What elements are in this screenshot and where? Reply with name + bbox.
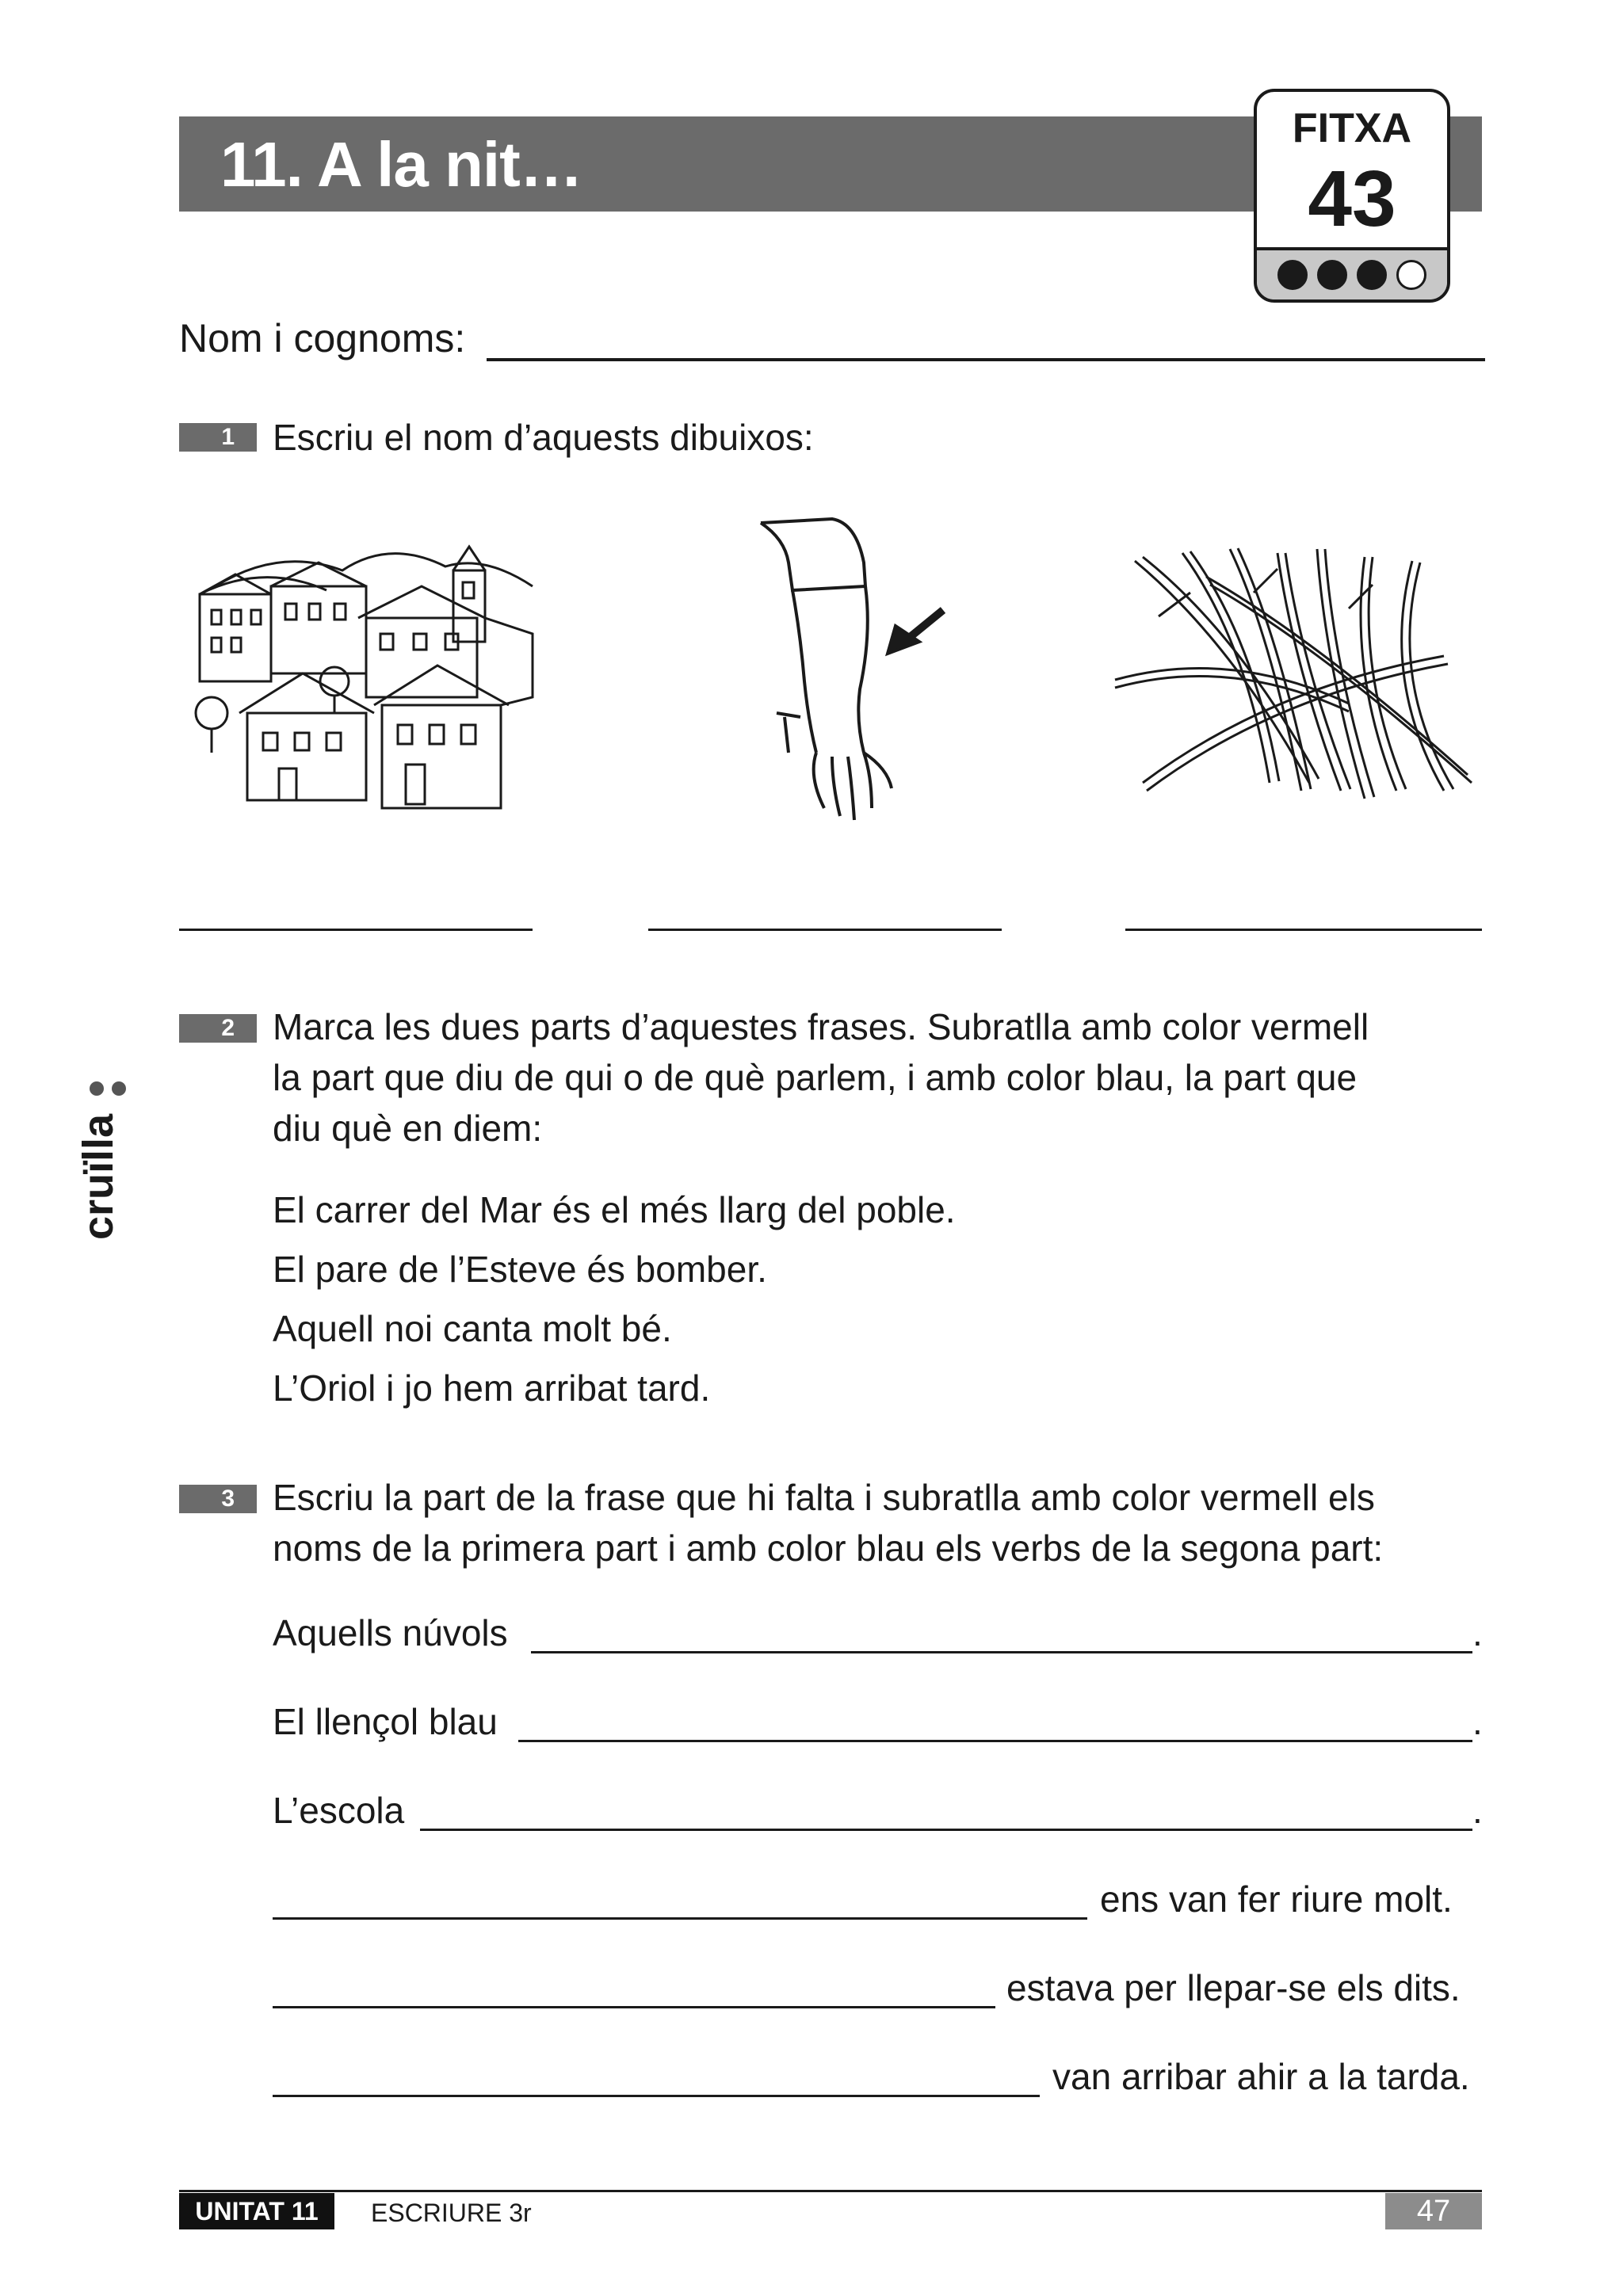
exercise-1-instruction: Escriu el nom d’aquests dibuixos:: [273, 417, 814, 458]
level-dot-empty: [1396, 260, 1426, 290]
exercise-number-3: 3: [179, 1485, 257, 1513]
village-drawing: [184, 531, 556, 824]
fill-end-dot: .: [1472, 1701, 1483, 1742]
fill-line-4[interactable]: [273, 1917, 1087, 1920]
exercise-2-instruction-line-1: Marca les dues parts d’aquestes frases. Subratlla amb color vermell: [273, 1006, 1369, 1047]
fill-end-dot: .: [1472, 1790, 1483, 1831]
difficulty-level: [1257, 247, 1447, 299]
branches-drawing: [1111, 545, 1476, 807]
level-dot-filled: [1317, 260, 1347, 290]
exercise-3-instruction-line-1: Escriu la part de la frase que hi falta i subratlla amb color vermell els: [273, 1477, 1375, 1518]
fitxa-label: FITXA: [1292, 105, 1412, 151]
publisher-logo-text: cruïlla: [74, 1113, 122, 1240]
exercise-2-instruction-line-2: la part que diu de qui o de què parlem, i amb color blau, la part que: [273, 1057, 1358, 1098]
fill-end-dot: .: [1472, 1612, 1483, 1653]
name-input-line[interactable]: [487, 358, 1485, 361]
fill-end-3: van arribar ahir a la tarda.: [1052, 2056, 1470, 2097]
exercise-2-instruction-line-3: diu què en diem:: [273, 1108, 543, 1149]
fill-end-1: ens van fer riure molt.: [1100, 1878, 1453, 1920]
exercise-number-1: 1: [179, 423, 257, 452]
fill-line-6[interactable]: [273, 2095, 1040, 2097]
answer-line-2[interactable]: [648, 929, 1002, 931]
fitxa-number: 43: [1308, 154, 1396, 243]
exercise-number-2: 2: [179, 1014, 257, 1043]
sentence-4: L’Oriol i jo hem arribat tard.: [273, 1367, 711, 1409]
page-title: 11. A la nit…: [220, 129, 582, 200]
fill-line-5[interactable]: [273, 2006, 995, 2008]
sentence-1: El carrer del Mar és el més llarg del poble.: [273, 1189, 956, 1230]
fill-line-1[interactable]: [531, 1651, 1472, 1653]
unit-label: UNITAT 11: [179, 2193, 334, 2229]
fill-start-1: Aquells núvols: [273, 1612, 508, 1653]
fitxa-badge: [1254, 89, 1450, 303]
fill-start-3: L’escola: [273, 1790, 405, 1831]
answer-line-3[interactable]: [1125, 929, 1482, 931]
sentence-3: Aquell noi canta molt bé.: [273, 1308, 672, 1349]
footer-rule: [179, 2190, 1482, 2192]
level-dot-filled: [1357, 260, 1387, 290]
name-label: Nom i cognoms:: [179, 316, 466, 360]
arm-drawing: [753, 515, 959, 832]
exercise-3-instruction-line-2: noms de la primera part i amb color blau els verbs de la segona part:: [273, 1527, 1384, 1569]
fill-start-2: El llençol blau: [273, 1701, 498, 1742]
fill-end-2: estava per llepar-se els dits.: [1006, 1967, 1461, 2008]
page-number: 47: [1385, 2193, 1482, 2229]
answer-line-1[interactable]: [179, 929, 533, 931]
course-label: ESCRIURE 3r: [371, 2199, 532, 2227]
fill-line-2[interactable]: [518, 1740, 1472, 1742]
fill-line-3[interactable]: [420, 1829, 1472, 1831]
level-dot-filled: [1277, 260, 1308, 290]
publisher-logo: [48, 1070, 143, 1252]
sentence-2: El pare de l’Esteve és bomber.: [273, 1249, 767, 1290]
